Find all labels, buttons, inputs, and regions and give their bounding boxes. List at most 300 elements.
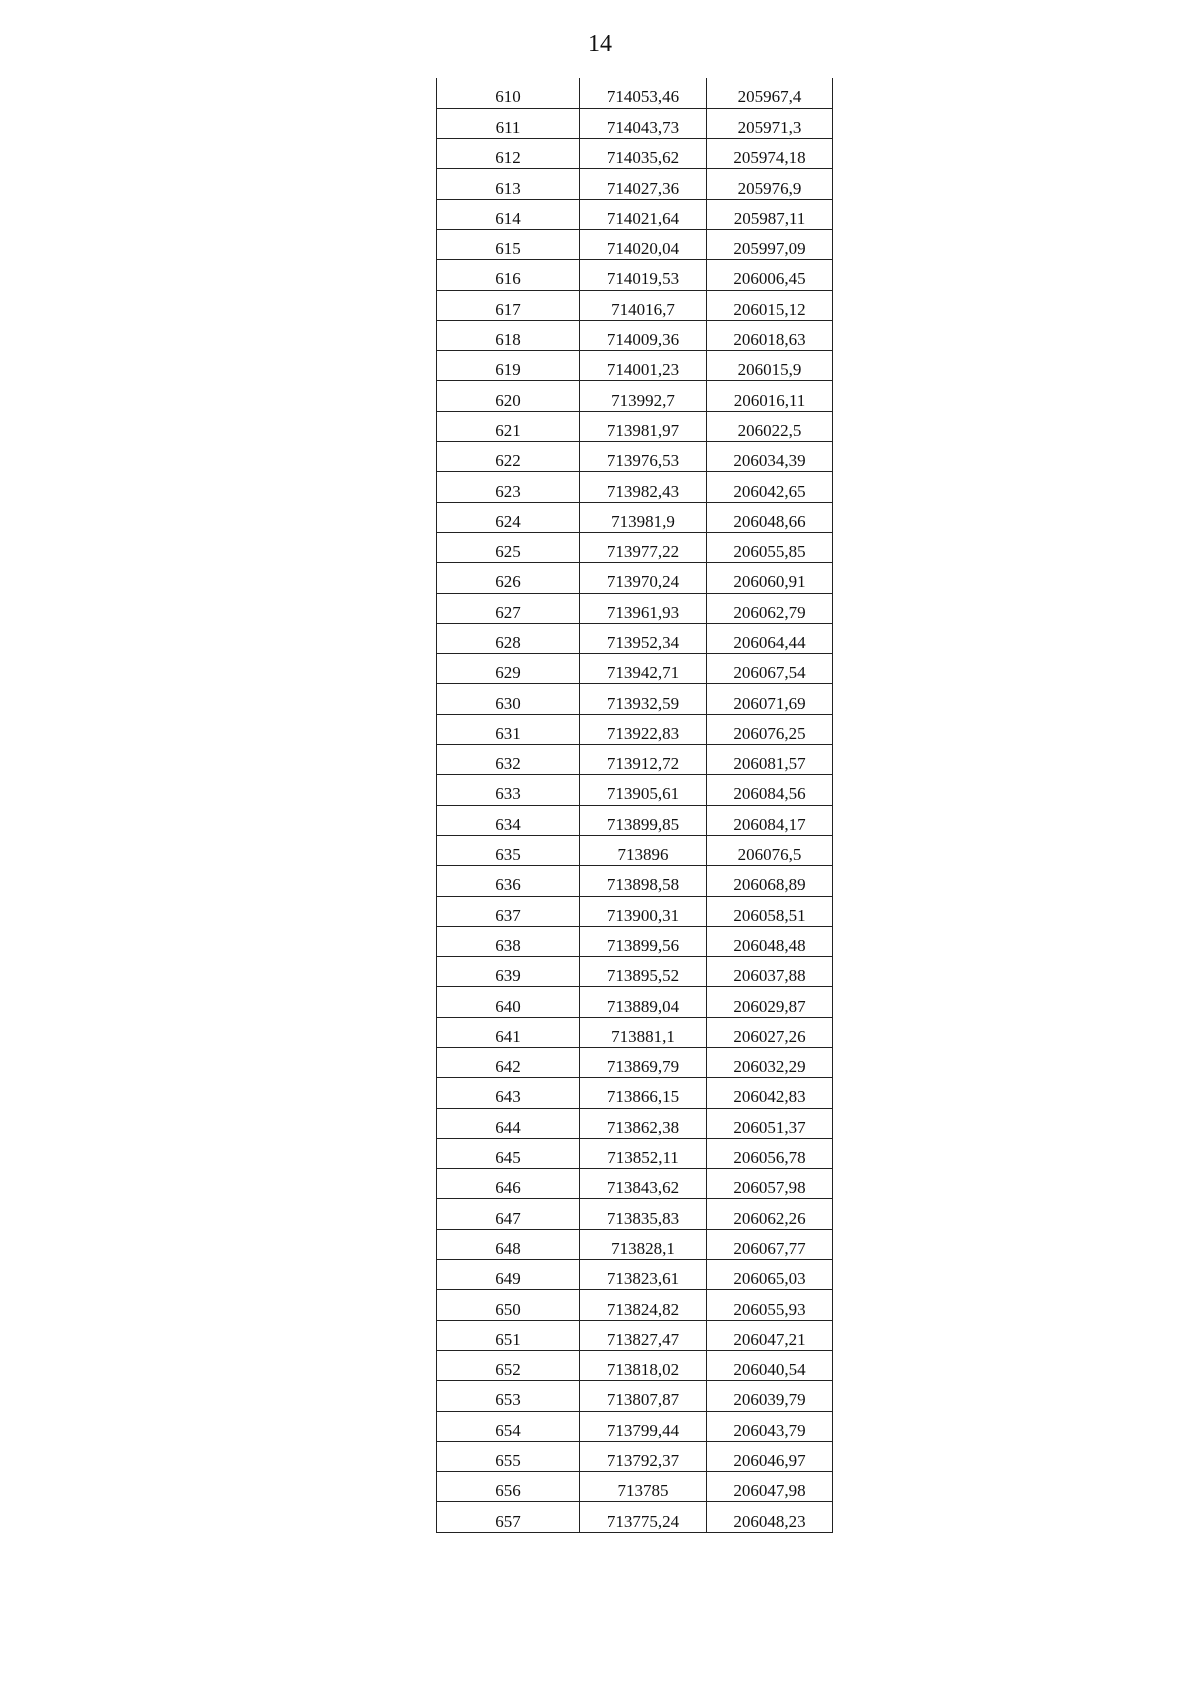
point-number-value: 643 xyxy=(495,1087,521,1107)
x-coordinate-cell xyxy=(580,987,707,1017)
y-coordinate-value: 206048,66 xyxy=(733,511,806,531)
point-number-value: 635 xyxy=(495,845,521,865)
y-coordinate-value: 206006,45 xyxy=(733,269,806,289)
x-coordinate-cell xyxy=(580,1502,707,1532)
table-row xyxy=(437,351,833,381)
point-number-cell xyxy=(437,1290,580,1320)
y-coordinate-value: 206016,11 xyxy=(733,390,806,410)
x-coordinate-cell xyxy=(580,1350,707,1380)
point-number-cell xyxy=(437,1441,580,1471)
point-number-value: 626 xyxy=(495,572,521,592)
y-coordinate-value: 205997,09 xyxy=(733,239,806,259)
point-number-value: 615 xyxy=(495,239,521,259)
y-coordinate-cell xyxy=(707,896,833,926)
x-coordinate-value: 713792,37 xyxy=(606,1451,680,1470)
table-row xyxy=(437,896,833,926)
point-number-value: 633 xyxy=(495,784,521,804)
point-number-value: 619 xyxy=(495,360,521,380)
point-number-value: 656 xyxy=(495,1481,521,1501)
x-coordinate-cell xyxy=(580,502,707,532)
point-number-value: 649 xyxy=(495,1269,521,1289)
point-number-value: 638 xyxy=(495,935,521,955)
point-number-cell xyxy=(437,623,580,653)
table-row xyxy=(437,199,833,229)
point-number-cell xyxy=(437,1260,580,1290)
table-row xyxy=(437,1138,833,1168)
x-coordinate-cell xyxy=(580,1411,707,1441)
point-number-cell xyxy=(437,381,580,411)
y-coordinate-value: 206043,79 xyxy=(733,1420,806,1440)
point-number-cell xyxy=(437,78,580,108)
point-number-value: 655 xyxy=(495,1451,521,1470)
point-number-cell xyxy=(437,320,580,350)
y-coordinate-value: 206040,54 xyxy=(733,1360,806,1380)
point-number-cell xyxy=(437,1138,580,1168)
y-coordinate-cell xyxy=(707,1381,833,1411)
point-number-value: 641 xyxy=(495,1026,521,1046)
x-coordinate-cell xyxy=(580,411,707,441)
y-coordinate-cell xyxy=(707,139,833,169)
y-coordinate-cell xyxy=(707,199,833,229)
point-number-value: 617 xyxy=(495,299,521,319)
y-coordinate-cell xyxy=(707,1411,833,1441)
x-coordinate-value: 713912,72 xyxy=(606,754,680,774)
point-number-cell xyxy=(437,139,580,169)
table-row xyxy=(437,926,833,956)
point-number-cell xyxy=(437,987,580,1017)
y-coordinate-cell xyxy=(707,411,833,441)
x-coordinate-value: 713799,44 xyxy=(606,1420,680,1440)
x-coordinate-value: 713899,85 xyxy=(606,814,680,834)
y-coordinate-cell xyxy=(707,442,833,472)
point-number-value: 645 xyxy=(495,1148,521,1168)
x-coordinate-value: 713852,11 xyxy=(607,1148,679,1168)
y-coordinate-value: 206060,91 xyxy=(733,572,806,592)
x-coordinate-value: 713881,1 xyxy=(611,1026,675,1046)
point-number-cell xyxy=(437,563,580,593)
point-number-value: 642 xyxy=(495,1057,521,1077)
y-coordinate-value: 206084,56 xyxy=(733,784,806,804)
point-number-cell xyxy=(437,896,580,926)
y-coordinate-value: 206022,5 xyxy=(737,420,802,440)
point-number-cell xyxy=(437,532,580,562)
y-coordinate-value: 206034,39 xyxy=(733,451,806,471)
x-coordinate-cell xyxy=(580,745,707,775)
y-coordinate-value: 206042,65 xyxy=(733,481,806,501)
y-coordinate-cell xyxy=(707,623,833,653)
y-coordinate-cell xyxy=(707,532,833,562)
y-coordinate-value: 206065,03 xyxy=(733,1269,806,1289)
table-row xyxy=(437,1017,833,1047)
point-number-value: 632 xyxy=(495,754,521,774)
point-number-value: 623 xyxy=(495,481,521,501)
x-coordinate-cell xyxy=(580,1138,707,1168)
y-coordinate-cell xyxy=(707,775,833,805)
table-row xyxy=(437,411,833,441)
x-coordinate-cell xyxy=(580,1078,707,1108)
point-number-cell xyxy=(437,169,580,199)
point-number-value: 621 xyxy=(495,420,521,440)
x-coordinate-cell xyxy=(580,1229,707,1259)
y-coordinate-cell xyxy=(707,987,833,1017)
point-number-value: 646 xyxy=(495,1178,521,1198)
x-coordinate-cell xyxy=(580,684,707,714)
y-coordinate-cell xyxy=(707,320,833,350)
point-number-value: 648 xyxy=(495,1238,521,1258)
x-coordinate-cell xyxy=(580,532,707,562)
y-coordinate-cell xyxy=(707,684,833,714)
page-number: 14 xyxy=(588,31,612,57)
x-coordinate-cell xyxy=(580,381,707,411)
point-number-cell xyxy=(437,1169,580,1199)
x-coordinate-value: 713869,79 xyxy=(606,1057,680,1077)
table-row xyxy=(437,108,833,138)
point-number-cell xyxy=(437,1472,580,1502)
x-coordinate-value: 713932,59 xyxy=(606,693,680,713)
table-row xyxy=(437,563,833,593)
x-coordinate-value: 713823,61 xyxy=(606,1269,680,1289)
table-row xyxy=(437,1078,833,1108)
x-coordinate-value: 713898,58 xyxy=(606,875,680,895)
point-number-value: 616 xyxy=(495,269,521,289)
point-number-cell xyxy=(437,1502,580,1532)
point-number-cell xyxy=(437,654,580,684)
point-number-cell xyxy=(437,866,580,896)
table-row xyxy=(437,1472,833,1502)
point-number-cell xyxy=(437,502,580,532)
y-coordinate-cell xyxy=(707,714,833,744)
x-coordinate-value: 714021,64 xyxy=(606,208,680,228)
x-coordinate-value: 713970,24 xyxy=(606,572,680,592)
point-number-value: 652 xyxy=(495,1360,521,1380)
y-coordinate-value: 206027,26 xyxy=(733,1026,806,1046)
x-coordinate-cell xyxy=(580,1381,707,1411)
table-row xyxy=(437,714,833,744)
y-coordinate-cell xyxy=(707,1441,833,1471)
y-coordinate-cell xyxy=(707,593,833,623)
y-coordinate-cell xyxy=(707,1078,833,1108)
x-coordinate-value: 713896 xyxy=(617,845,669,865)
point-number-cell xyxy=(437,290,580,320)
point-number-cell xyxy=(437,684,580,714)
y-coordinate-cell xyxy=(707,866,833,896)
table-row xyxy=(437,442,833,472)
x-coordinate-cell xyxy=(580,563,707,593)
x-coordinate-cell xyxy=(580,472,707,502)
x-coordinate-value: 714020,04 xyxy=(606,239,680,259)
x-coordinate-cell xyxy=(580,1441,707,1471)
y-coordinate-value: 206062,26 xyxy=(733,1208,806,1228)
point-number-cell xyxy=(437,108,580,138)
y-coordinate-value: 206048,48 xyxy=(733,935,806,955)
y-coordinate-value: 205976,9 xyxy=(737,178,802,198)
table-row xyxy=(437,775,833,805)
y-coordinate-value: 206068,89 xyxy=(733,875,806,895)
table-row xyxy=(437,745,833,775)
table-row xyxy=(437,472,833,502)
x-coordinate-value: 713828,1 xyxy=(611,1238,675,1258)
point-number-cell xyxy=(437,1017,580,1047)
point-number-cell xyxy=(437,260,580,290)
y-coordinate-cell xyxy=(707,260,833,290)
x-coordinate-cell xyxy=(580,260,707,290)
x-coordinate-cell xyxy=(580,866,707,896)
table-row xyxy=(437,320,833,350)
x-coordinate-value: 713977,22 xyxy=(606,542,680,562)
point-number-cell xyxy=(437,1381,580,1411)
table-row xyxy=(437,1290,833,1320)
table-row xyxy=(437,169,833,199)
table-row xyxy=(437,290,833,320)
y-coordinate-value: 206029,87 xyxy=(733,996,806,1016)
y-coordinate-value: 206084,17 xyxy=(733,814,806,834)
y-coordinate-value: 205974,18 xyxy=(733,148,806,168)
x-coordinate-cell xyxy=(580,775,707,805)
x-coordinate-value: 714016,7 xyxy=(611,299,675,319)
point-number-cell xyxy=(437,1411,580,1441)
x-coordinate-value: 713952,34 xyxy=(606,632,680,652)
point-number-value: 657 xyxy=(495,1511,521,1531)
table-row xyxy=(437,139,833,169)
point-number-cell xyxy=(437,229,580,259)
y-coordinate-cell xyxy=(707,1169,833,1199)
y-coordinate-value: 206058,51 xyxy=(733,905,806,925)
y-coordinate-value: 206057,98 xyxy=(733,1178,806,1198)
y-coordinate-cell xyxy=(707,1502,833,1532)
coordinates-table-body xyxy=(437,78,833,1532)
point-number-value: 629 xyxy=(495,663,521,683)
y-coordinate-cell xyxy=(707,1048,833,1078)
y-coordinate-cell xyxy=(707,654,833,684)
y-coordinate-value: 206064,44 xyxy=(733,632,806,652)
x-coordinate-cell xyxy=(580,442,707,472)
table-row xyxy=(437,1381,833,1411)
x-coordinate-value: 713824,82 xyxy=(606,1299,680,1319)
y-coordinate-value: 206076,5 xyxy=(737,845,802,865)
y-coordinate-value: 206055,93 xyxy=(733,1299,806,1319)
x-coordinate-value: 713992,7 xyxy=(611,390,675,410)
point-number-cell xyxy=(437,714,580,744)
x-coordinate-value: 713961,93 xyxy=(606,602,680,622)
x-coordinate-value: 713981,9 xyxy=(611,511,675,531)
x-coordinate-value: 714001,23 xyxy=(606,360,680,380)
point-number-value: 618 xyxy=(495,330,521,350)
point-number-value: 613 xyxy=(495,178,521,198)
point-number-value: 644 xyxy=(495,1117,521,1137)
point-number-cell xyxy=(437,1350,580,1380)
point-number-cell xyxy=(437,835,580,865)
y-coordinate-cell xyxy=(707,502,833,532)
y-coordinate-value: 206015,12 xyxy=(733,299,806,319)
table-row xyxy=(437,1229,833,1259)
x-coordinate-cell xyxy=(580,896,707,926)
x-coordinate-cell xyxy=(580,351,707,381)
y-coordinate-cell xyxy=(707,169,833,199)
table-row xyxy=(437,1169,833,1199)
table-row xyxy=(437,78,833,108)
y-coordinate-cell xyxy=(707,926,833,956)
y-coordinate-cell xyxy=(707,835,833,865)
y-coordinate-cell xyxy=(707,1320,833,1350)
x-coordinate-cell xyxy=(580,290,707,320)
y-coordinate-cell xyxy=(707,805,833,835)
point-number-cell xyxy=(437,1108,580,1138)
point-number-cell xyxy=(437,805,580,835)
x-coordinate-cell xyxy=(580,623,707,653)
x-coordinate-value: 713895,52 xyxy=(606,966,680,986)
point-number-value: 627 xyxy=(495,602,521,622)
point-number-cell xyxy=(437,1229,580,1259)
x-coordinate-value: 713982,43 xyxy=(606,481,680,501)
point-number-cell xyxy=(437,411,580,441)
table-row xyxy=(437,835,833,865)
x-coordinate-cell xyxy=(580,320,707,350)
point-number-cell xyxy=(437,351,580,381)
x-coordinate-cell xyxy=(580,229,707,259)
y-coordinate-value: 206076,25 xyxy=(733,723,806,743)
y-coordinate-cell xyxy=(707,1472,833,1502)
y-coordinate-value: 206018,63 xyxy=(733,330,806,350)
point-number-cell xyxy=(437,926,580,956)
y-coordinate-cell xyxy=(707,1108,833,1138)
x-coordinate-value: 714019,53 xyxy=(606,269,680,289)
y-coordinate-cell xyxy=(707,351,833,381)
point-number-value: 620 xyxy=(495,390,521,410)
x-coordinate-value: 713775,24 xyxy=(606,1511,680,1531)
y-coordinate-value: 206039,79 xyxy=(733,1390,806,1410)
y-coordinate-value: 206081,57 xyxy=(733,754,806,774)
table-row xyxy=(437,623,833,653)
x-coordinate-cell xyxy=(580,78,707,108)
table-row xyxy=(437,532,833,562)
point-number-value: 614 xyxy=(495,208,521,228)
point-number-value: 637 xyxy=(495,905,521,925)
x-coordinate-value: 713889,04 xyxy=(606,996,680,1016)
x-coordinate-cell xyxy=(580,835,707,865)
coordinates-table xyxy=(436,78,833,1533)
x-coordinate-cell xyxy=(580,926,707,956)
y-coordinate-cell xyxy=(707,745,833,775)
point-number-value: 611 xyxy=(495,117,521,137)
y-coordinate-value: 206071,69 xyxy=(733,693,806,713)
x-coordinate-value: 714009,36 xyxy=(606,330,680,350)
y-coordinate-value: 206037,88 xyxy=(733,966,806,986)
y-coordinate-cell xyxy=(707,957,833,987)
table-row xyxy=(437,1260,833,1290)
point-number-value: 622 xyxy=(495,451,521,471)
table-row xyxy=(437,866,833,896)
y-coordinate-value: 206032,29 xyxy=(733,1057,806,1077)
point-number-cell xyxy=(437,957,580,987)
x-coordinate-value: 713807,87 xyxy=(606,1390,680,1410)
x-coordinate-cell xyxy=(580,139,707,169)
y-coordinate-value: 206055,85 xyxy=(733,542,806,562)
y-coordinate-value: 205971,3 xyxy=(737,117,802,137)
x-coordinate-cell xyxy=(580,108,707,138)
y-coordinate-value: 206067,77 xyxy=(733,1238,806,1258)
table-row xyxy=(437,1502,833,1532)
point-number-value: 624 xyxy=(495,511,521,531)
table-row xyxy=(437,1411,833,1441)
point-number-value: 653 xyxy=(495,1390,521,1410)
point-number-cell xyxy=(437,775,580,805)
x-coordinate-value: 713785 xyxy=(617,1481,669,1501)
x-coordinate-value: 713981,97 xyxy=(606,420,680,440)
x-coordinate-cell xyxy=(580,654,707,684)
x-coordinate-value: 714035,62 xyxy=(606,148,680,168)
y-coordinate-cell xyxy=(707,1017,833,1047)
x-coordinate-value: 713835,83 xyxy=(606,1208,680,1228)
y-coordinate-cell xyxy=(707,1199,833,1229)
y-coordinate-cell xyxy=(707,1350,833,1380)
table-row xyxy=(437,1108,833,1138)
x-coordinate-cell xyxy=(580,199,707,229)
point-number-value: 647 xyxy=(495,1208,521,1228)
point-number-cell xyxy=(437,745,580,775)
table-row xyxy=(437,1048,833,1078)
y-coordinate-cell xyxy=(707,381,833,411)
table-row xyxy=(437,1441,833,1471)
point-number-cell xyxy=(437,442,580,472)
y-coordinate-value: 206042,83 xyxy=(733,1087,806,1107)
y-coordinate-value: 205987,11 xyxy=(733,208,806,228)
point-number-cell xyxy=(437,593,580,623)
table-row xyxy=(437,684,833,714)
y-coordinate-value: 206067,54 xyxy=(733,663,806,683)
y-coordinate-value: 206046,97 xyxy=(733,1451,806,1470)
y-coordinate-cell xyxy=(707,563,833,593)
y-coordinate-cell xyxy=(707,1229,833,1259)
y-coordinate-value: 206047,98 xyxy=(733,1481,806,1501)
y-coordinate-cell xyxy=(707,472,833,502)
x-coordinate-cell xyxy=(580,1472,707,1502)
x-coordinate-cell xyxy=(580,1199,707,1229)
table-row xyxy=(437,805,833,835)
x-coordinate-value: 713900,31 xyxy=(606,905,680,925)
table-row xyxy=(437,593,833,623)
x-coordinate-cell xyxy=(580,1048,707,1078)
point-number-cell xyxy=(437,199,580,229)
x-coordinate-cell xyxy=(580,714,707,744)
y-coordinate-cell xyxy=(707,1260,833,1290)
table-row xyxy=(437,260,833,290)
table-row xyxy=(437,1320,833,1350)
point-number-value: 631 xyxy=(495,723,521,743)
point-number-cell xyxy=(437,472,580,502)
x-coordinate-value: 713905,61 xyxy=(606,784,680,804)
point-number-value: 610 xyxy=(495,87,521,107)
x-coordinate-value: 713922,83 xyxy=(606,723,680,743)
point-number-value: 651 xyxy=(495,1329,521,1349)
table-row xyxy=(437,1199,833,1229)
x-coordinate-cell xyxy=(580,1260,707,1290)
x-coordinate-cell xyxy=(580,1290,707,1320)
table-row xyxy=(437,229,833,259)
y-coordinate-value: 206015,9 xyxy=(737,360,802,380)
x-coordinate-value: 714027,36 xyxy=(606,178,680,198)
y-coordinate-cell xyxy=(707,290,833,320)
x-coordinate-cell xyxy=(580,1108,707,1138)
y-coordinate-value: 205967,4 xyxy=(737,87,802,107)
point-number-value: 640 xyxy=(495,996,521,1016)
x-coordinate-value: 713899,56 xyxy=(606,935,680,955)
x-coordinate-cell xyxy=(580,593,707,623)
y-coordinate-cell xyxy=(707,108,833,138)
table-row xyxy=(437,654,833,684)
x-coordinate-value: 713942,71 xyxy=(606,663,680,683)
table-row xyxy=(437,502,833,532)
point-number-value: 639 xyxy=(495,966,521,986)
